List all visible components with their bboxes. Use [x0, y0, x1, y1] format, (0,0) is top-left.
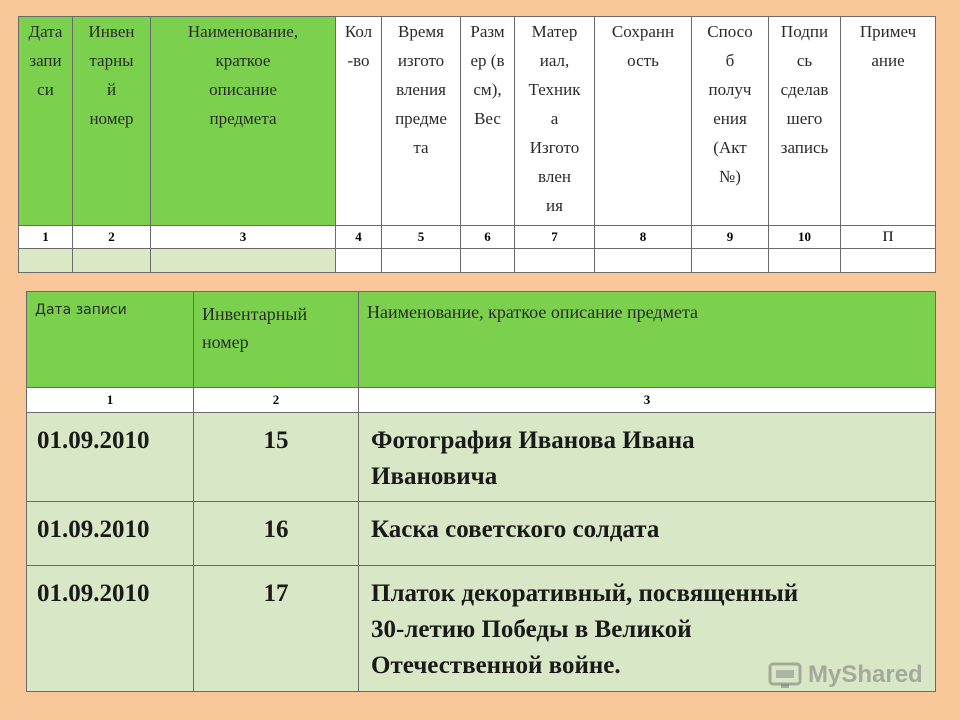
watermark	[768, 655, 923, 695]
header-quantity: Кол -во	[336, 17, 382, 226]
column-number: 10	[769, 226, 841, 249]
header-item-name: Наименование, краткое описание предмета	[151, 17, 336, 226]
column-number: 2	[73, 226, 151, 249]
column-number: 3	[151, 226, 336, 249]
empty-cell	[515, 249, 595, 273]
column-number: 2	[194, 388, 359, 413]
entry-date: 01.09.2010	[27, 502, 194, 566]
entry-item-name: Платок декоративный, посвященный 30-летию Победы в Великой Отечественной войне.	[359, 566, 936, 692]
entry-date: 01.09.2010	[27, 566, 194, 692]
header-manufacture-time: Время изгото вления предме та	[382, 17, 461, 226]
header-date: Дата запи си	[19, 17, 73, 226]
empty-cell	[19, 249, 73, 273]
empty-row	[19, 249, 936, 273]
column-number: 3	[359, 388, 936, 413]
entry-inventory-number: 17	[194, 566, 359, 692]
table-row	[27, 502, 936, 566]
column-number: 5	[382, 226, 461, 249]
column-number: 4	[336, 226, 382, 249]
table-row	[27, 413, 936, 502]
header-item-name: Наименование, краткое описание предмета	[359, 292, 936, 388]
myshared-logo-icon	[768, 660, 802, 690]
header-size-weight: Разм ер (в см), Вес	[461, 17, 515, 226]
header-condition: Сохранн ость	[595, 17, 692, 226]
header-material-technique: Матер иал, Техник а Изгото влен ия	[515, 17, 595, 226]
entry-inventory-number: 15	[194, 413, 359, 502]
column-number: 6	[461, 226, 515, 249]
header-row	[19, 17, 936, 226]
entry-item-name: Каска советского солдата	[359, 502, 936, 566]
header-inventory-number: Инвен тарны й номер	[73, 17, 151, 226]
column-number: 8	[595, 226, 692, 249]
header-signature: Подпи сь сделав шего запись	[769, 17, 841, 226]
entry-item-name: Фотография Иванова Ивана Ивановича	[359, 413, 936, 502]
column-number: 1	[19, 226, 73, 249]
empty-cell	[73, 249, 151, 273]
empty-cell	[595, 249, 692, 273]
column-number: 9	[692, 226, 769, 249]
empty-cell	[769, 249, 841, 273]
empty-cell	[841, 249, 936, 273]
empty-cell	[382, 249, 461, 273]
empty-cell	[461, 249, 515, 273]
empty-cell	[692, 249, 769, 273]
column-number-row	[19, 226, 936, 249]
watermark-text: MyShared	[808, 661, 923, 688]
header-notes: Примеч ание	[841, 17, 936, 226]
entry-date: 01.09.2010	[27, 413, 194, 502]
column-number: 1	[27, 388, 194, 413]
register-template-table	[18, 16, 936, 273]
column-number-row	[27, 388, 936, 413]
entry-inventory-number: 16	[194, 502, 359, 566]
header-inventory-number: Инвентарный номер	[194, 292, 359, 388]
header-row	[27, 292, 936, 388]
header-acquisition-method: Спосо б получ ения (Акт №)	[692, 17, 769, 226]
column-number: 7	[515, 226, 595, 249]
register-entries-table	[26, 291, 936, 692]
empty-cell	[336, 249, 382, 273]
column-number: П	[841, 226, 936, 249]
empty-cell	[151, 249, 336, 273]
header-date: Дата записи	[27, 292, 194, 388]
